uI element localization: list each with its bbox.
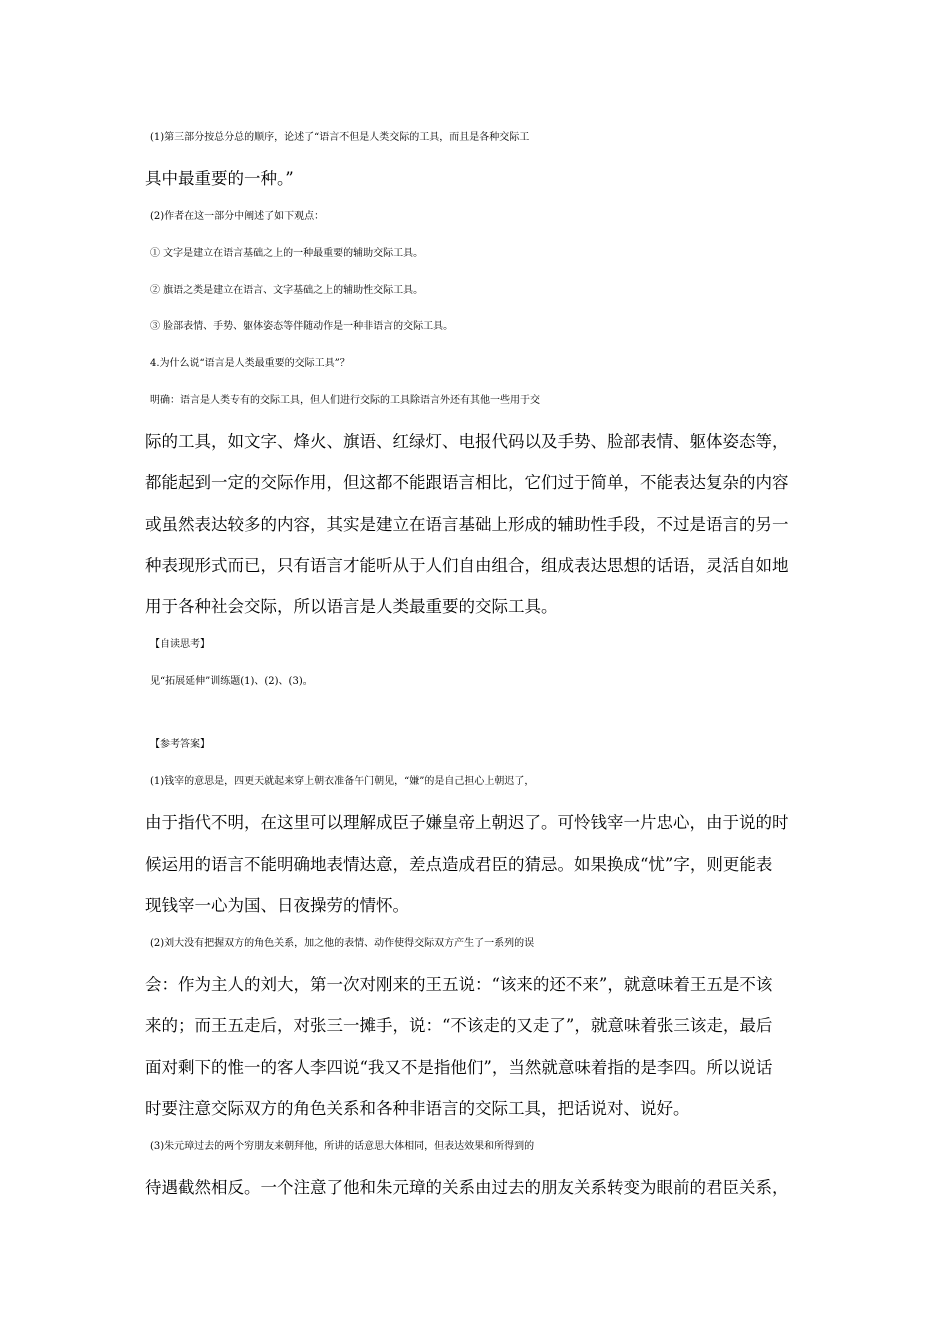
paragraph-line: 都能起到一定的交际作用，但这都不能跟语言相比，它们过于简单，不能表达复杂的内容 [145, 473, 789, 492]
paragraph-line: 用于各种社会交际，所以语言是人类最重要的交际工具。 [145, 597, 558, 616]
paragraph-line: 由于指代不明，在这里可以理解成臣子嫌皇帝上朝迟了。可怜钱宰一片忠心，由于说的时 [145, 813, 789, 832]
paragraph-line: (1)第三部分按总分总的顺序，论述了“语言不但是人类交际的工具，而且是各种交际工 [150, 132, 530, 143]
paragraph-line: 来的；而王五走后，对张三一摊手，说：“不该走的又走了”，就意味着张三该走，最后 [145, 1016, 773, 1035]
paragraph-line: (2)作者在这一部分中阐述了如下观点： [150, 211, 325, 222]
paragraph-line: 具中最重要的一种。” [145, 169, 294, 188]
paragraph-line: 明确：语言是人类专有的交际工具，但人们进行交际的工具除语言外还有其他一些用于交 [150, 395, 540, 406]
paragraph-line: (2)刘大没有把握双方的角色关系，加之他的表情、动作使得交际双方产生了一系列的误 [150, 938, 535, 949]
list-item: ① 文字是建立在语言基础之上的一种最重要的辅助交际工具。 [150, 248, 424, 259]
paragraph-line: 候运用的语言不能明确地表情达意，差点造成君臣的猜忌。如果换成“忧”字，则更能表 [145, 855, 773, 874]
list-item: ② 旗语之类是建立在语言、文字基础之上的辅助性交际工具。 [150, 285, 424, 296]
paragraph-line: (1)钱宰的意思是，四更天就起来穿上朝衣准备午门朝见，“嫌”的是自己担心上朝迟了， [150, 776, 535, 787]
question-heading: 4.为什么说“语言是人类最重要的交际工具”？ [150, 358, 350, 369]
list-item: ③ 脸部表情、手势、躯体姿态等伴随动作是一种非语言的交际工具。 [150, 321, 454, 332]
paragraph-line: 时要注意交际双方的角色关系和各种非语言的交际工具，把话说对、说好。 [145, 1099, 690, 1118]
section-heading: 【自读思考】 [150, 639, 210, 650]
section-heading: 【参考答案】 [150, 739, 210, 750]
paragraph-line: 见“拓展延伸”训练题(1)、(2)、(3)。 [150, 676, 313, 687]
paragraph-line: 或虽然表达较多的内容，其实是建立在语言基础上形成的辅助性手段，不过是语言的另一 [145, 515, 789, 534]
paragraph-line: 现钱宰一心为国、日夜操劳的情怀。 [145, 896, 409, 915]
paragraph-line: 会：作为主人的刘大，第一次对刚来的王五说：“该来的还不来”，就意味着王五是不该 [145, 975, 773, 994]
paragraph-line: 种表现形式而已，只有语言才能听从于人们自由组合，组成表达思想的话语，灵活自如地 [145, 556, 789, 575]
paragraph-line: (3)朱元璋过去的两个穷朋友来朝拜他，所讲的话意思大体相同，但表达效果和所得到的 [150, 1141, 535, 1152]
paragraph-line: 待遇截然相反。一个注意了他和朱元璋的关系由过去的朋友关系转变为眼前的君臣关系， [145, 1178, 789, 1197]
paragraph-line: 面对剩下的惟一的客人李四说“我又不是指他们”，当然就意味着指的是李四。所以说话 [145, 1058, 773, 1077]
paragraph-line: 际的工具，如文字、烽火、旗语、红绿灯、电报代码以及手势、脸部表情、躯体姿态等， [145, 432, 789, 451]
